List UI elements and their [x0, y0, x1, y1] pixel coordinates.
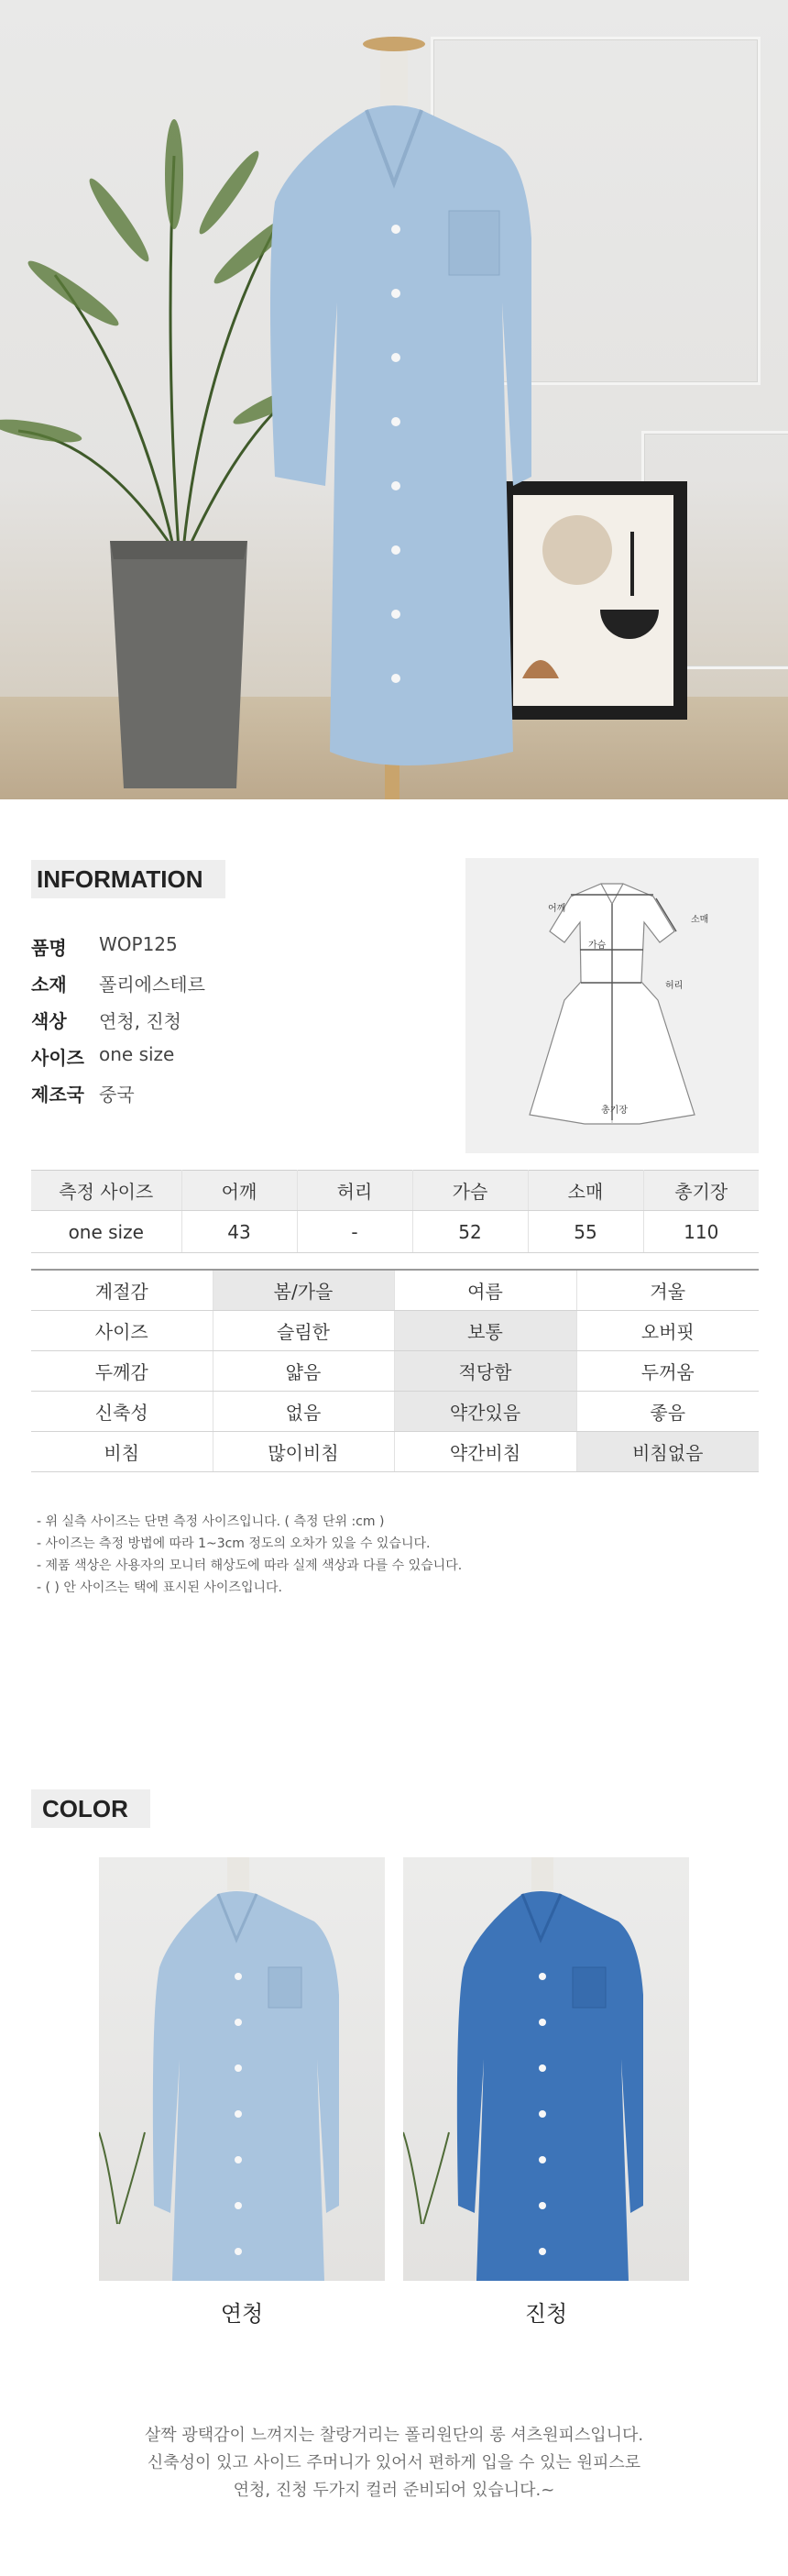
fit-row-label: 사이즈 [31, 1310, 213, 1350]
color-caption-light: 연청 [220, 2301, 264, 2327]
color-caption-dark: 진청 [524, 2301, 568, 2327]
info-row-size [31, 1043, 174, 1070]
fit-row-label: 비침 [31, 1431, 213, 1471]
info-value: 중국 [99, 1084, 135, 1106]
dress-illustration [0, 0, 788, 799]
size-header-cell: 허리 [297, 1171, 412, 1211]
info-row-origin [31, 1080, 135, 1106]
size-cell: - [297, 1211, 412, 1253]
note-line: - 위 실측 사이즈는 단면 측정 사이즈입니다. ( 측정 단위 :cm ) [37, 1514, 385, 1529]
diagram-label-shoulder: 어깨 [548, 904, 566, 914]
fit-option: 많이비침 [213, 1431, 394, 1471]
info-label: 소재 [31, 974, 67, 996]
color-photo-dark [403, 1857, 689, 2281]
info-row-product [31, 933, 178, 960]
product-description [0, 2422, 788, 2504]
size-cell: 55 [528, 1211, 643, 1253]
fit-option: 약간있음 [394, 1391, 576, 1431]
fit-row-size [31, 1310, 759, 1350]
info-row-material [31, 970, 205, 996]
note-line: - ( ) 안 사이즈는 택에 표시된 사이즈입니다. [37, 1580, 282, 1595]
fit-row-label: 두께감 [31, 1350, 213, 1391]
info-label: 품명 [31, 937, 67, 959]
information-heading: INFORMATION [31, 860, 225, 898]
diagram-label-waist: 허리 [665, 981, 684, 991]
size-header-cell: 어깨 [181, 1171, 297, 1211]
note-line: - 사이즈는 측정 방법에 따라 1~3cm 정도의 오차가 있을 수 있습니다. [37, 1536, 431, 1551]
diagram-label-sleeve: 소매 [691, 915, 709, 925]
fit-option: 오버핏 [576, 1310, 759, 1350]
size-cell: 52 [412, 1211, 528, 1253]
info-value: one size [99, 1043, 175, 1065]
size-cell: one size [31, 1211, 181, 1253]
fit-option: 비침없음 [576, 1431, 759, 1471]
fit-option: 두꺼움 [576, 1350, 759, 1391]
measurement-diagram [465, 858, 759, 1153]
description-line: 연청, 진청 두가지 컬러 준비되어 있습니다.~ [233, 2481, 555, 2500]
info-label: 사이즈 [31, 1047, 84, 1069]
info-row-color [31, 1007, 181, 1033]
fit-option: 적당함 [394, 1350, 576, 1391]
color-heading: COLOR [31, 1789, 150, 1828]
fit-option: 겨울 [576, 1270, 759, 1310]
fit-option: 얇음 [213, 1350, 394, 1391]
size-header-cell: 측정 사이즈 [31, 1171, 181, 1211]
fit-option: 없음 [213, 1391, 394, 1431]
info-value: WOP125 [99, 933, 178, 955]
info-label: 제조국 [31, 1084, 84, 1106]
diagram-label-length: 총기장 [601, 1106, 628, 1116]
fit-row-label: 계절감 [31, 1270, 213, 1310]
fit-option: 슬림한 [213, 1310, 394, 1350]
fit-row-label: 신축성 [31, 1391, 213, 1431]
hero-photo [0, 0, 788, 799]
size-cell: 110 [643, 1211, 759, 1253]
size-table-header [31, 1171, 759, 1211]
fit-row-sheerness [31, 1431, 759, 1471]
fit-option: 여름 [394, 1270, 576, 1310]
size-table-row [31, 1211, 759, 1253]
fit-option: 약간비침 [394, 1431, 576, 1471]
size-header-cell: 총기장 [643, 1171, 759, 1211]
info-value: 폴리에스테르 [99, 974, 205, 996]
color-photo-light [99, 1857, 385, 2281]
description-line: 신축성이 있고 사이드 주머니가 있어서 편하게 입을 수 있는 원피스로 [147, 2453, 641, 2472]
description-line: 살짝 광택감이 느껴지는 찰랑거리는 폴리원단의 롱 셔츠원피스입니다. [144, 2426, 644, 2445]
fit-row-season [31, 1270, 759, 1310]
size-table [31, 1170, 759, 1253]
info-value: 연청, 진청 [99, 1010, 181, 1032]
info-label: 색상 [31, 1010, 67, 1032]
size-header-cell: 소매 [528, 1171, 643, 1211]
size-cell: 43 [181, 1211, 297, 1253]
size-header-cell: 가슴 [412, 1171, 528, 1211]
note-line: - 제품 색상은 사용자의 모니터 해상도에 따라 실제 색상과 다를 수 있습니다. [37, 1558, 463, 1573]
fit-row-stretch [31, 1391, 759, 1431]
fit-option: 좋음 [576, 1391, 759, 1431]
light-denim-dress-image [99, 1857, 385, 2281]
fit-guide-table [31, 1269, 759, 1472]
dark-denim-dress-image [403, 1857, 689, 2281]
diagram-label-chest: 가슴 [588, 941, 607, 951]
size-notes [37, 1511, 462, 1599]
fit-option: 보통 [394, 1310, 576, 1350]
fit-option: 봄/가을 [213, 1270, 394, 1310]
fit-row-thickness [31, 1350, 759, 1391]
